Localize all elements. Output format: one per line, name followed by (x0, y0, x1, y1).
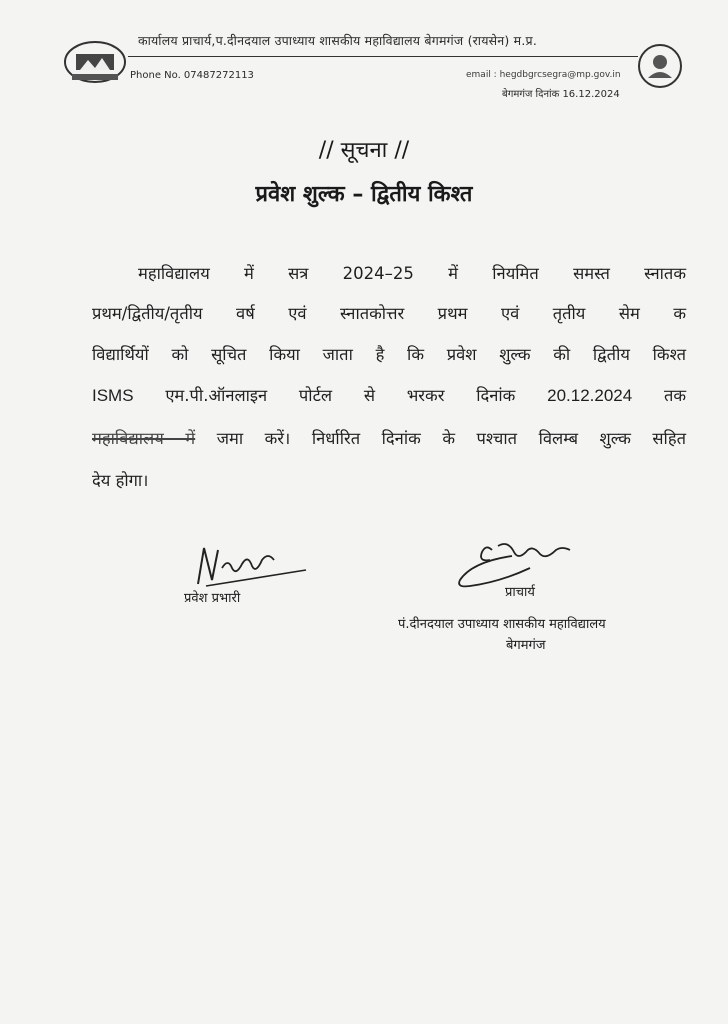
body-line-3: विद्यार्थियों को सूचित किया जाता है कि प्रवेश शुल्क की द्वितीय किश्त (92, 345, 686, 364)
due-suffix: तक (663, 386, 687, 405)
struck-text: महाविद्यालय में (92, 429, 196, 448)
office-title: कार्यालय प्राचार्य,प.दीनदयाल उपाध्याय शासकीय महाविद्यालय बेगमगंज (रायसेन) म.प्र. (138, 33, 538, 48)
isms-label: ISMS (92, 386, 134, 405)
body-line-4 (92, 383, 686, 406)
body-line-2: प्रथम/द्वितीय/तृतीय वर्ष एवं स्नातकोत्तर प्रथम एवं तृतीय सेम क (92, 304, 686, 323)
admission-incharge-signature (186, 540, 316, 592)
notice-heading: // सूचना // (318, 138, 410, 163)
admission-incharge-label: प्रवेश प्रभारी (184, 591, 241, 606)
deposit-text: जमा करें। निर्धारित दिनांक के पश्चात विलम्ब शुल्क सहित (216, 429, 686, 448)
portrait-seal-icon (636, 42, 684, 90)
body-line-5 (92, 426, 686, 449)
date-line: बेगमगंज दिनांक 16.12.2024 (502, 89, 620, 100)
college-name: पं.दीनदयाल उपाध्याय शासकीय महाविद्यालय (398, 617, 606, 632)
body-line-1: महाविद्यालय में सत्र 2024–25 में नियमित समस्त स्नातक (138, 264, 686, 283)
phone-number: Phone No. 07487272113 (130, 70, 254, 81)
email-address: email : hegdbgrcsegra@mp.gov.in (466, 70, 621, 80)
college-place: बेगमगंज (506, 638, 546, 653)
letterhead-divider (128, 56, 638, 57)
notice-subject: प्रवेश शुल्क – द्वितीय किश्त (255, 182, 473, 207)
principal-label: प्राचार्य (505, 585, 535, 600)
due-date: 20.12.2024 (547, 386, 633, 405)
portal-text: एम.पी.ऑनलाइन पोर्टल से भरकर दिनांक (165, 386, 516, 405)
college-emblem-icon (62, 38, 128, 86)
body-line-6: देय होगा। (92, 471, 149, 490)
